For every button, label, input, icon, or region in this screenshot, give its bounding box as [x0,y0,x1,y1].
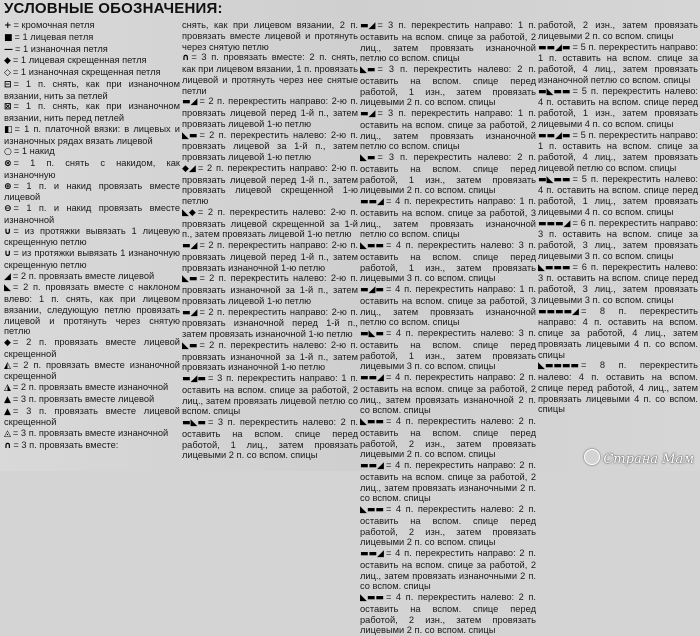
legend-entry-text: = 5 п. перекрестить направо: 1 п. оставить на вспом. спице за работой, 4 лиц., затем провязать изнаночной петлю со вспом. спицы [538,41,698,85]
stitch-symbol-icon: ◬ [4,429,11,439]
stitch-symbol-icon: ◣▬▬ [360,417,384,427]
legend-entry [538,20,698,42]
legend-entry [360,328,536,372]
legend-entry-text: = 2 п. перекрестить направо: 2-ю п. провязать лицевой перед 1-й п., затем провязать лицевой скрещенной 1-ю петлю [182,162,358,206]
legend-entry-text: = 8 п. перекрестить направо: 4 п. оставить на вспом. спице за работой, 4 лиц., затем провязать лицевыми 4 п. со вспом. спицы [538,305,698,360]
legend-entry [538,306,698,361]
legend-entry [4,101,180,124]
legend-entry-text: = 2 п. провязать вместе изнаночной [12,382,169,392]
stitch-symbol-icon: — [4,44,13,55]
legend-entry [4,382,180,394]
legend-entry-text: снять, как при лицевом вязании, 2 п. провязать вместе лицевой и протянуть через снятую петлю [182,20,358,52]
legend-entry-text: = 4 п. перекрестить направо: 1 п. оставить на вспом. спице за работой, 3 лиц., затем провязать изнаночной петлю со вспом. спицы [360,284,536,328]
stitch-symbol-icon: ⊕ [4,181,12,192]
watermark [584,449,694,467]
legend-entry-text: = 1 п. снять, как при изнаночном вязании, нить за петлей [4,78,180,101]
stitch-symbol-icon: ◣▬ [360,65,376,75]
stitch-symbol-icon: ◆ [4,338,11,348]
stitch-symbol-icon: ◭ [4,360,11,371]
legend-entry [538,218,698,262]
stitch-symbol-icon: ◣▬ [360,153,376,163]
legend-entry [4,55,180,67]
stitch-symbol-icon: ◣◆ [182,207,196,218]
stitch-symbol-icon: ▬▬◢ [360,197,384,207]
legend-column-1 [4,20,180,468]
legend-entry-text: работой, 2 изн., затем провязать лицевыми 2 п. со вспом. спицы [538,20,698,41]
legend-entry [182,307,358,340]
legend-entry [360,416,536,460]
legend-entry [4,20,180,32]
legend-entry-text: = 1 лицевая петля [14,31,94,42]
stitch-symbol-icon: ▬◣▬▬ [538,86,571,97]
stitch-symbol-icon: + [4,21,12,31]
legend-entry-text: = 4 п. перекрестить направо: 2 п. оставить на вспом. спице за работой, 2 лиц., затем провязать изнаночными 2 п. со вспом. спицы [360,460,536,504]
legend-entry [4,44,180,56]
legend-entry-text: = 4 п. перекрестить налево: 2 п. оставить на вспом. спице перед работой, 2 изн., затем провязать лицевыми 2 п. со вспом. спицы [360,416,536,460]
stitch-symbol-icon: ▬◢ [182,307,198,318]
legend-column-4 [538,20,698,468]
legend-entry-text: = 8 п. перекрестить налево: 4 п. оставить на вспом. спице перед работой, 4 лиц., затем провязать лицевыми 4 п. со вспом. спицы [538,360,698,415]
legend-entry [182,163,358,207]
legend-entry [360,284,536,328]
legend-entry-text: = 2 п. перекрестить налево: 2-ю п. провязать изнаночной за 1-й п., затем провязать лицевой 1-ю петлю [182,273,358,306]
legend-entry-text: = 4 п. перекрестить направо: 2 п. оставить на вспом. спице за работой, 2 лиц., затем провязать изнаночной 2 п. со вспом. спицы [360,372,536,416]
stitch-symbol-icon: ◆ [4,56,11,67]
stitch-symbol-icon: ▬◣▬ [182,418,206,428]
legend-entry [360,20,536,64]
legend-entry [182,20,358,52]
stitch-symbol-icon: ▬◢▬ [360,285,384,295]
legend-entry-text: = 2 п. перекрестить налево: 2-ю п. провязать лицевой скрещенной за 1-й п., затем провязать лицевой 1-ю петлю [182,206,358,240]
legend-entry [4,32,180,44]
legend-entry [4,248,180,271]
legend-entry-text: = 1 п. и накид провязать вместе лицевой [4,180,180,203]
stitch-symbol-icon: ▬▬◢▬ [538,42,571,53]
page-title: УСЛОВНЫЕ ОБОЗНАЧЕНИЯ: [4,0,223,17]
stitch-symbol-icon: ▬◢ [182,241,198,251]
legend-entry-text: = 2 п. провязать вместе изнаночной скрещенной [4,359,180,382]
legend-entry [4,124,180,147]
legend-entry [360,240,536,284]
legend-entry [538,130,698,174]
legend-entry [360,152,536,196]
legend-entry [182,52,358,96]
legend-entry-text: = 1 изнаночная петля [15,43,108,54]
stitch-symbol-icon: ▬▬◢ [360,461,384,471]
legend-entry-text: = 1 п. платочной вязки: в лицевых и изнаночных рядах вязать лицевой [4,123,180,146]
stitch-symbol-icon: ∪ [4,226,12,237]
legend-entry [538,42,698,86]
legend-entry-text: = 3 п. перекрестить налево: 2 п. оставить на вспом. спице перед работой, 1 лиц., затем провязать лицевыми 2 п. со вспом. спицы [182,417,358,461]
legend-entry [4,337,180,360]
legend-entry-text: = 2 п. провязать вместе лицевой [12,270,155,281]
legend-entry-text: = 3 п. провязать вместе: [13,439,119,450]
legend-entry [360,504,536,548]
stitch-symbol-icon: ▬◢ [360,109,376,119]
legend-entry [360,460,536,504]
legend-entry-text: = 3 п. провязать вместе: 2 п. снять, как при лицевом вязании, 1 п. провязать лицевой и протянуть через нее снятые петли [182,52,358,96]
stitch-symbol-icon: ◣▬▬ [360,505,384,515]
stitch-symbol-icon: ▬◢ [182,97,198,108]
legend-entry [4,271,180,283]
legend-column-3 [360,20,536,636]
stitch-symbol-icon: ▲ [4,394,11,405]
legend-entry-text: = 1 п. снять с накидом, как изнаночную [4,158,180,180]
legend-entry [360,196,536,240]
legend-entry [182,373,358,417]
legend-entry-text: = 3 п. перекрестить направо: 1 п. оставить на вспом. спице за работой, 2 лиц., затем провязать лицевой петлю со вспом. спицы [182,373,358,417]
legend-entry [360,108,536,152]
legend-entry-text: = 5 п. перекрестить налево: 4 п. оставить на вспом. спице перед работой, 1 изн., затем провязать лицевыми 4 п. со вспом. спицы [538,85,698,129]
legend-entry [4,203,180,226]
legend-entry-text: = 2 п. перекрестить направо: 2-ю п. провязать лицевой перед 1-й п., затем провязать изнаночной 1-ю петлю [182,240,358,273]
legend-entry [538,360,698,415]
watermark-logo-icon [584,449,600,465]
stitch-symbol-icon: ⊖ [4,204,12,214]
stitch-symbol-icon: ⊟ [4,79,12,90]
legend-entry [182,273,358,306]
legend-entry-text: = 4 п. перекрестить направо: 1 п. оставить на вспом. спице за работой, 3 лиц., затем провязать изнаночной петлю со вспом. спицы [360,196,536,240]
legend-entry [4,79,180,102]
legend-entry-text: = из протяжки вывязать 1 изнаночную скрещенную петлю [4,248,180,270]
legend-entry [4,360,180,383]
legend-entry-text: = 6 п. перекрестить налево: 3 п. оставить на вспом. спице перед работой, 3 лиц., затем провязать лицевыми 3 п. со вспом. спицы [538,261,698,305]
legend-entry-text: = 2 п. перекрестить направо: 2-ю п. провязать изнаночной перед 1-й п., затем провязать изнаночной 1-ю петлю [182,306,358,339]
legend-entry-text: = 5 п. перекрестить направо: 1 п. оставить на вспом. спице за работой, 4 лиц., затем провязать лицевой петлю со вспом. спицы [538,129,698,173]
stitch-symbol-icon: ◆◢ [182,163,196,174]
legend-entry-text: = 3 п. перекрестить направо: 1 п. оставить на вспом. спице за работой, 2 лиц., затем провязать изнаночной петлю со вспом. спицы [360,108,536,152]
legend-entry-text: = 3 п. перекрестить направо: 1 п. оставить на вспом. спице за работой, 2 лиц., затем провязать изнаночной петлю со вспом. спицы [360,20,536,64]
legend-entry-text: = 1 изнаночная скрещенная петля [12,67,161,77]
legend-entry-text: = 1 п. снять, как при изнаночном вязании, нить перед петлей [4,101,180,123]
stitch-symbol-icon: ◣▬▬ [360,241,384,251]
legend-entry-text: = 4 п. перекрестить налево: 2 п. оставить на вспом. спице перед работой, 2 изн., затем провязать лицевыми 2 п. со вспом. спицы [360,504,536,548]
legend-entry [4,146,180,158]
legend-entry [182,240,358,273]
legend-entry [182,207,358,240]
stitch-symbol-icon: ◢ [4,271,11,282]
legend-entry [4,428,180,440]
legend-entry-text: = кромочная петля [13,20,95,30]
legend-entry [360,592,536,636]
legend-entry-text: = 3 п. перекрестить налево: 2 п. оставить на вспом. спице перед работой, 1 изн., затем провязать лицевыми 2 п. со вспом. спицы [360,64,536,108]
stitch-symbol-icon: ▬◣▬ [360,329,384,339]
legend-entry [360,64,536,108]
legend-entry [4,226,180,249]
stitch-symbol-icon: ⊠ [4,102,12,113]
legend-entry-text: = из протяжки вывязать 1 лицевую скрещенную петлю [4,225,180,248]
legend-entry-text: = 1 лицевая скрещенная петля [12,55,147,66]
stitch-symbol-icon: ▲ [4,406,11,417]
legend-entry [360,372,536,416]
stitch-symbol-icon: ◮ [4,383,11,393]
stitch-symbol-icon: ◣▬▬▬▬ [538,361,579,372]
stitch-symbol-icon: ◣▬▬▬ [538,262,571,273]
legend-entry [538,86,698,130]
stitch-symbol-icon: ◣▬▬ [360,593,384,603]
stitch-symbol-icon: ◣ [4,283,11,294]
legend-entry-text: = 4 п. перекрестить налево: 3 п. оставить на вспом. спице перед работой, 1 изн., затем провязать лицевыми 3 п. со вспом. спицы [360,240,536,284]
legend-entry [182,130,358,163]
legend-entry [182,340,358,373]
stitch-symbol-icon: ∪ [4,249,12,259]
legend-entry [538,262,698,306]
stitch-symbol-icon: ∩ [182,53,190,64]
legend-entry-text: = 6 п. перекрестить направо: 3 п. оставить на вспом. спице за работой, 3 лиц., затем провязать лицевыми 3 п. со вспом. спицы [538,217,698,261]
stitch-symbol-icon: ⊗ [4,159,12,169]
legend-entry-text: = 4 п. перекрестить налево: 2 п. оставить на вспом. спице перед работой, 2 изн., затем провязать лицевыми 2 п. со вспом. спицы [360,592,536,636]
stitch-symbol-icon: ▬▬▬▬◢ [538,306,579,317]
legend-entry [360,548,536,592]
legend-entry-text: = 3 п. перекрестить налево: 2 п. оставить на вспом. спице перед работой, 1 изн., затем провязать лицевыми 2 п. со вспом. спицы [360,152,536,196]
stitch-symbol-icon: ▬▬◢ [360,549,384,559]
stitch-symbol-icon: ◣▬ [182,340,198,351]
legend-entry-text: = 5 п. перекрестить налево: 4 п. оставить на вспом. спице перед работой, 1 лиц., затем провязать лицевыми 4 п. со вспом. спицы [538,173,698,217]
legend-column-2 [182,20,358,468]
legend-entry [4,282,180,337]
stitch-symbol-icon: ∩ [4,440,12,451]
legend-entry-text: = 2 п. провязать вместе с наклоном влево: 1 п. снять, как при лицевом вязании, следующую петлю провязать лицевой и протянуть через снятую петлю [4,282,180,337]
legend-entry-text: = 2 п. перекрестить направо: 2-ю п. провязать лицевой перед 1-й п., затем провязать лицевой 1-ю петлю [182,96,358,129]
legend-entry [538,174,698,218]
stitch-symbol-icon: ■ [4,32,13,43]
stitch-symbol-icon: ○ [4,147,12,158]
legend-entry-text: = 3 п. провязать вместе изнаночной [12,428,169,438]
stitch-symbol-icon: ▬▬◢▬ [538,130,571,141]
stitch-symbol-icon: ▬▬▬◢ [538,218,571,229]
stitch-symbol-icon: ◣▬ [182,130,198,141]
legend-entry-text: = 2 п. провязать вместе лицевой скрещенной [4,337,180,359]
legend-entry-text: = 4 п. перекрестить направо: 2 п. оставить на вспом. спице за работой, 2 лиц., затем провязать изнаночными 2 п. со вспом. спицы [360,548,536,592]
legend-entry [182,96,358,129]
stitch-symbol-icon: ◣▬ [182,274,198,285]
legend-entry-text: = 3 п. провязать вместе лицевой [12,393,155,404]
stitch-symbol-icon: ◇ [4,68,11,78]
legend-entry-text: = 1 п. и накид провязать вместе изнаночной [4,203,180,225]
stitch-symbol-icon: ▬◣▬▬ [538,174,571,185]
legend-entry-text: = 2 п. перекрестить налево: 2-ю п. провязать лицевой за 1-й п., затем провязать лицевой 1-ю петлю [182,129,358,162]
legend-entry [4,67,180,79]
legend-entry-text: = 1 накид [13,146,55,157]
stitch-symbol-icon: ▬◢▬ [182,374,206,384]
legend-entry [4,181,180,204]
legend-entry [4,406,180,429]
legend-entry [4,440,180,452]
legend-entry-text: = 3 п. провязать вместе лицевой скрещенной [4,405,180,428]
stitch-symbol-icon: ▬◢ [360,21,376,31]
stitch-symbol-icon: ◧ [4,124,13,135]
legend-entry-text: = 4 п. перекрестить налево: 3 п. оставить на вспом. спице перед работой, 1 изн., затем провязать лицевыми 3 п. со вспом. спицы [360,328,536,372]
watermark-text: Страна Мам [603,452,694,467]
stitch-symbol-icon: ▬▬◢ [360,373,384,383]
legend-entry [4,158,180,181]
legend-entry [182,417,358,461]
legend-entry [4,394,180,406]
legend-entry-text: = 2 п. перекрестить налево: 2-ю п. провязать изнаночной за 1-й п., затем провязать изнаночной 1-ю петлю [182,339,358,373]
